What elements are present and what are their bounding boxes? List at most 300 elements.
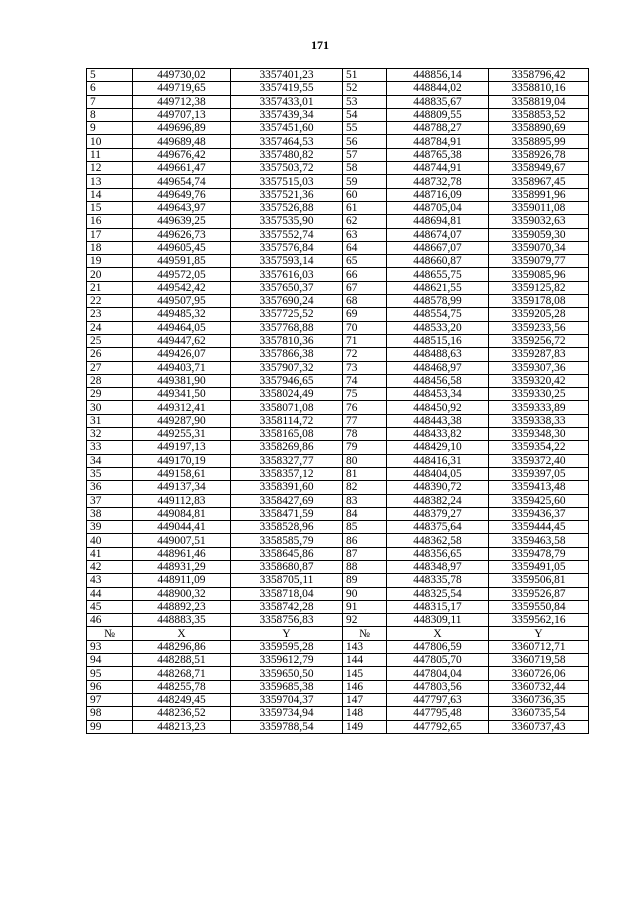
- point-number-cell: 65: [343, 255, 387, 268]
- y-coordinate-cell: 3359079,77: [489, 255, 589, 268]
- x-coordinate-cell: 449170,19: [133, 454, 231, 467]
- point-number-cell: 72: [343, 348, 387, 361]
- y-coordinate-cell: 3358114,72: [231, 414, 343, 427]
- table-row: [87, 507, 589, 520]
- y-coordinate-cell: 3357515,03: [231, 175, 343, 188]
- table-row: [87, 201, 589, 214]
- point-number-cell: 16: [87, 215, 133, 228]
- x-coordinate-cell: 448732,78: [387, 175, 489, 188]
- y-coordinate-cell: 3358756,83: [231, 614, 343, 627]
- x-coordinate-cell: 449661,47: [133, 162, 231, 175]
- x-coordinate-cell: 449044,41: [133, 521, 231, 534]
- y-coordinate-cell: 3359125,82: [489, 281, 589, 294]
- y-coordinate-cell: 3358680,87: [231, 560, 343, 573]
- y-coordinate-cell: 3358742,28: [231, 600, 343, 613]
- y-coordinate-cell: 3358645,86: [231, 547, 343, 560]
- x-coordinate-cell: 449626,73: [133, 228, 231, 241]
- x-coordinate-cell: 449485,32: [133, 308, 231, 321]
- point-number-cell: 56: [343, 135, 387, 148]
- x-coordinate-cell: 448844,02: [387, 82, 489, 95]
- table-row: [87, 414, 589, 427]
- x-coordinate-cell: 447804,04: [387, 667, 489, 680]
- y-coordinate-cell: 3359550,84: [489, 600, 589, 613]
- table-row: [87, 348, 589, 361]
- table-row: [87, 321, 589, 334]
- x-coordinate-cell: 448379,27: [387, 507, 489, 520]
- table-row: [87, 707, 589, 720]
- point-number-cell: 34: [87, 454, 133, 467]
- x-coordinate-cell: 449591,85: [133, 255, 231, 268]
- x-coordinate-cell: 449158,61: [133, 467, 231, 480]
- y-coordinate-cell: 3359734,94: [231, 707, 343, 720]
- table-row: [87, 122, 589, 135]
- x-coordinate-cell: 449605,45: [133, 241, 231, 254]
- table-row: [87, 547, 589, 560]
- x-coordinate-cell: 449542,42: [133, 281, 231, 294]
- x-coordinate-cell: 448621,55: [387, 281, 489, 294]
- x-coordinate-cell: 449084,81: [133, 507, 231, 520]
- y-coordinate-cell: 3359205,28: [489, 308, 589, 321]
- x-coordinate-cell: 448931,29: [133, 560, 231, 573]
- x-coordinate-cell: 449730,02: [133, 69, 231, 82]
- point-number-cell: 97: [87, 693, 133, 706]
- point-number-cell: 94: [87, 654, 133, 667]
- point-number-cell: 66: [343, 268, 387, 281]
- y-coordinate-cell: 3360737,43: [489, 720, 589, 733]
- x-coordinate-cell: 448255,78: [133, 680, 231, 693]
- table-row: [87, 481, 589, 494]
- point-number-cell: 86: [343, 534, 387, 547]
- x-coordinate-cell: 449112,83: [133, 494, 231, 507]
- point-number-cell: 26: [87, 348, 133, 361]
- y-coordinate-cell: 3357866,38: [231, 348, 343, 361]
- point-number-cell: 39: [87, 521, 133, 534]
- point-number-cell: 80: [343, 454, 387, 467]
- table-header-row: [87, 627, 589, 640]
- point-number-cell: 75: [343, 388, 387, 401]
- y-coordinate-cell: 3359413,48: [489, 481, 589, 494]
- point-number-cell: 7: [87, 95, 133, 108]
- y-coordinate-cell: 3357419,55: [231, 82, 343, 95]
- point-number-cell: 92: [343, 614, 387, 627]
- x-coordinate-cell: 448213,23: [133, 720, 231, 733]
- table-row: [87, 388, 589, 401]
- x-coordinate-cell: 449696,89: [133, 122, 231, 135]
- x-coordinate-cell: 448554,75: [387, 308, 489, 321]
- y-coordinate-cell: 3358471,59: [231, 507, 343, 520]
- table-row: [87, 228, 589, 241]
- y-coordinate-cell: 3360719,58: [489, 654, 589, 667]
- y-coordinate-cell: 3359348,30: [489, 428, 589, 441]
- x-coordinate-cell: 448765,38: [387, 148, 489, 161]
- x-coordinate-cell: 448375,64: [387, 521, 489, 534]
- point-number-cell: 32: [87, 428, 133, 441]
- point-number-cell: 36: [87, 481, 133, 494]
- point-number-cell: 149: [343, 720, 387, 733]
- y-coordinate-cell: 3359788,54: [231, 720, 343, 733]
- point-number-cell: 69: [343, 308, 387, 321]
- table-row: [87, 374, 589, 387]
- table-row: [87, 720, 589, 733]
- point-number-cell: 68: [343, 295, 387, 308]
- point-number-cell: 145: [343, 667, 387, 680]
- y-coordinate-cell: 3359354,22: [489, 441, 589, 454]
- x-coordinate-cell: 448296,86: [133, 640, 231, 653]
- x-coordinate-cell: 448309,11: [387, 614, 489, 627]
- y-coordinate-cell: 3358819,04: [489, 95, 589, 108]
- point-number-cell: 31: [87, 414, 133, 427]
- point-number-cell: 81: [343, 467, 387, 480]
- x-coordinate-cell: 448335,78: [387, 574, 489, 587]
- x-coordinate-cell: 447806,59: [387, 640, 489, 653]
- point-number-cell: 44: [87, 587, 133, 600]
- point-number-cell: 144: [343, 654, 387, 667]
- coordinates-table-body: [87, 69, 589, 734]
- point-number-cell: 95: [87, 667, 133, 680]
- y-coordinate-cell: 3359085,96: [489, 268, 589, 281]
- x-coordinate-cell: 449137,34: [133, 481, 231, 494]
- x-coordinate-cell: 449341,50: [133, 388, 231, 401]
- point-number-cell: 98: [87, 707, 133, 720]
- y-coordinate-cell: 3358796,42: [489, 69, 589, 82]
- x-coordinate-cell: 448655,75: [387, 268, 489, 281]
- x-coordinate-cell: 448429,10: [387, 441, 489, 454]
- point-number-cell: 70: [343, 321, 387, 334]
- y-coordinate-cell: 3359338,33: [489, 414, 589, 427]
- table-row: [87, 188, 589, 201]
- y-coordinate-cell: 3357521,36: [231, 188, 343, 201]
- table-row: [87, 560, 589, 573]
- x-coordinate-cell: 449676,42: [133, 148, 231, 161]
- x-coordinate-cell: 449381,90: [133, 374, 231, 387]
- y-coordinate-cell: 3358528,96: [231, 521, 343, 534]
- x-coordinate-cell: 449649,76: [133, 188, 231, 201]
- x-coordinate-cell: 447795,48: [387, 707, 489, 720]
- x-coordinate-cell: 448660,87: [387, 255, 489, 268]
- y-coordinate-cell: 3359595,28: [231, 640, 343, 653]
- y-coordinate-cell: 3357946,65: [231, 374, 343, 387]
- y-coordinate-cell: 3359444,45: [489, 521, 589, 534]
- point-number-cell: 51: [343, 69, 387, 82]
- point-number-cell: 38: [87, 507, 133, 520]
- x-coordinate-cell: 448809,55: [387, 108, 489, 121]
- point-number-cell: 148: [343, 707, 387, 720]
- point-number-cell: 13: [87, 175, 133, 188]
- x-coordinate-cell: 449707,13: [133, 108, 231, 121]
- y-coordinate-cell: 3359704,37: [231, 693, 343, 706]
- y-coordinate-cell: 3357552,74: [231, 228, 343, 241]
- x-coordinate-cell: 448433,82: [387, 428, 489, 441]
- y-coordinate-cell: 3358357,12: [231, 467, 343, 480]
- x-coordinate-cell: 448416,31: [387, 454, 489, 467]
- y-coordinate-cell: 3357526,88: [231, 201, 343, 214]
- point-number-cell: 89: [343, 574, 387, 587]
- point-number-cell: 21: [87, 281, 133, 294]
- point-number-cell: 88: [343, 560, 387, 573]
- y-coordinate-cell: 3359425,60: [489, 494, 589, 507]
- point-number-cell: 5: [87, 69, 133, 82]
- x-coordinate-cell: 449197,13: [133, 441, 231, 454]
- x-coordinate-cell: 448288,51: [133, 654, 231, 667]
- x-coordinate-cell: 448961,46: [133, 547, 231, 560]
- x-coordinate-cell: 448788,27: [387, 122, 489, 135]
- y-coordinate-cell: 3358810,16: [489, 82, 589, 95]
- point-number-cell: 29: [87, 388, 133, 401]
- x-coordinate-cell: 448236,52: [133, 707, 231, 720]
- y-coordinate-cell: 3357810,36: [231, 334, 343, 347]
- x-coordinate-cell: 448456,58: [387, 374, 489, 387]
- point-number-cell: 23: [87, 308, 133, 321]
- point-number-cell: 27: [87, 361, 133, 374]
- y-coordinate-cell: 3358024,49: [231, 388, 343, 401]
- x-coordinate-cell: 448744,91: [387, 162, 489, 175]
- table-row: [87, 268, 589, 281]
- point-number-cell: 71: [343, 334, 387, 347]
- y-coordinate-cell: 3358853,52: [489, 108, 589, 121]
- x-coordinate-cell: 449287,90: [133, 414, 231, 427]
- table-row: [87, 82, 589, 95]
- coordinates-table: [86, 68, 589, 734]
- x-coordinate-cell: 448315,17: [387, 600, 489, 613]
- point-number-cell: 93: [87, 640, 133, 653]
- x-coordinate-cell: 448382,24: [387, 494, 489, 507]
- table-row: [87, 361, 589, 374]
- point-number-cell: 147: [343, 693, 387, 706]
- point-number-cell: 19: [87, 255, 133, 268]
- point-number-cell: 30: [87, 401, 133, 414]
- y-coordinate-cell: 3360726,06: [489, 667, 589, 680]
- y-coordinate-cell: 3357616,03: [231, 268, 343, 281]
- x-coordinate-cell: 448694,81: [387, 215, 489, 228]
- table-row: [87, 521, 589, 534]
- y-coordinate-cell: 3358991,96: [489, 188, 589, 201]
- point-number-cell: 6: [87, 82, 133, 95]
- x-coordinate-cell: 448453,34: [387, 388, 489, 401]
- y-coordinate-cell: 3359070,34: [489, 241, 589, 254]
- y-coordinate-cell: 3359463,58: [489, 534, 589, 547]
- y-coordinate-cell: 3357907,32: [231, 361, 343, 374]
- point-number-cell: 37: [87, 494, 133, 507]
- point-number-cell: 20: [87, 268, 133, 281]
- point-number-cell: 96: [87, 680, 133, 693]
- x-coordinate-cell: 448900,32: [133, 587, 231, 600]
- x-coordinate-cell: 448674,07: [387, 228, 489, 241]
- x-coordinate-cell: 448356,65: [387, 547, 489, 560]
- table-row: [87, 135, 589, 148]
- table-row: [87, 215, 589, 228]
- x-coordinate-cell: 449719,65: [133, 82, 231, 95]
- x-coordinate-cell: 448667,07: [387, 241, 489, 254]
- point-number-cell: 41: [87, 547, 133, 560]
- x-coordinate-cell: 448404,05: [387, 467, 489, 480]
- y-coordinate-cell: 3359436,37: [489, 507, 589, 520]
- x-coordinate-cell: 449426,07: [133, 348, 231, 361]
- y-coordinate-cell: 3357650,37: [231, 281, 343, 294]
- x-coordinate-cell: 448716,09: [387, 188, 489, 201]
- x-coordinate-cell: 448515,16: [387, 334, 489, 347]
- y-coordinate-cell: 3359333,89: [489, 401, 589, 414]
- y-coordinate-cell: 3359491,05: [489, 560, 589, 573]
- point-number-cell: 24: [87, 321, 133, 334]
- y-coordinate-cell: 3359256,72: [489, 334, 589, 347]
- point-number-cell: 53: [343, 95, 387, 108]
- y-coordinate-cell: 3358705,11: [231, 574, 343, 587]
- x-coordinate-cell: 448390,72: [387, 481, 489, 494]
- point-number-cell: 62: [343, 215, 387, 228]
- table-row: [87, 454, 589, 467]
- y-coordinate-cell: 3360735,54: [489, 707, 589, 720]
- table-row: [87, 255, 589, 268]
- point-number-cell: 83: [343, 494, 387, 507]
- point-number-cell: 33: [87, 441, 133, 454]
- y-coordinate-cell: 3359397,05: [489, 467, 589, 480]
- x-coordinate-cell: 448468,97: [387, 361, 489, 374]
- point-number-cell: 15: [87, 201, 133, 214]
- point-number-cell: 84: [343, 507, 387, 520]
- x-coordinate-cell: 447805,70: [387, 654, 489, 667]
- x-coordinate-cell: 449447,62: [133, 334, 231, 347]
- table-row: [87, 95, 589, 108]
- header-cell: №: [87, 627, 133, 640]
- y-coordinate-cell: 3358071,08: [231, 401, 343, 414]
- y-coordinate-cell: 3357433,01: [231, 95, 343, 108]
- x-coordinate-cell: 449712,38: [133, 95, 231, 108]
- point-number-cell: 46: [87, 614, 133, 627]
- y-coordinate-cell: 3359178,08: [489, 295, 589, 308]
- table-row: [87, 654, 589, 667]
- table-row: [87, 494, 589, 507]
- table-row: [87, 441, 589, 454]
- point-number-cell: 146: [343, 680, 387, 693]
- x-coordinate-cell: 448578,99: [387, 295, 489, 308]
- x-coordinate-cell: 448443,38: [387, 414, 489, 427]
- y-coordinate-cell: 3358585,79: [231, 534, 343, 547]
- table-row: [87, 69, 589, 82]
- y-coordinate-cell: 3357576,84: [231, 241, 343, 254]
- point-number-cell: 59: [343, 175, 387, 188]
- point-number-cell: 52: [343, 82, 387, 95]
- table-row: [87, 667, 589, 680]
- table-row: [87, 467, 589, 480]
- x-coordinate-cell: 449572,05: [133, 268, 231, 281]
- header-cell: X: [387, 627, 489, 640]
- y-coordinate-cell: 3359650,50: [231, 667, 343, 680]
- x-coordinate-cell: 448835,67: [387, 95, 489, 108]
- point-number-cell: 57: [343, 148, 387, 161]
- y-coordinate-cell: 3358327,77: [231, 454, 343, 467]
- table-row: [87, 680, 589, 693]
- point-number-cell: 85: [343, 521, 387, 534]
- y-coordinate-cell: 3357480,82: [231, 148, 343, 161]
- y-coordinate-cell: 3359612,79: [231, 654, 343, 667]
- point-number-cell: 17: [87, 228, 133, 241]
- table-row: [87, 534, 589, 547]
- point-number-cell: 55: [343, 122, 387, 135]
- point-number-cell: 74: [343, 374, 387, 387]
- y-coordinate-cell: 3359233,56: [489, 321, 589, 334]
- x-coordinate-cell: 448348,97: [387, 560, 489, 573]
- table-row: [87, 574, 589, 587]
- point-number-cell: 10: [87, 135, 133, 148]
- point-number-cell: 87: [343, 547, 387, 560]
- y-coordinate-cell: 3357690,24: [231, 295, 343, 308]
- x-coordinate-cell: 448325,54: [387, 587, 489, 600]
- y-coordinate-cell: 3357464,53: [231, 135, 343, 148]
- table-row: [87, 401, 589, 414]
- y-coordinate-cell: 3358427,69: [231, 494, 343, 507]
- table-row: [87, 108, 589, 121]
- x-coordinate-cell: 449255,31: [133, 428, 231, 441]
- y-coordinate-cell: 3358949,67: [489, 162, 589, 175]
- y-coordinate-cell: 3359307,36: [489, 361, 589, 374]
- y-coordinate-cell: 3357503,72: [231, 162, 343, 175]
- y-coordinate-cell: 3357768,88: [231, 321, 343, 334]
- y-coordinate-cell: 3359032,63: [489, 215, 589, 228]
- x-coordinate-cell: 448533,20: [387, 321, 489, 334]
- table-row: [87, 281, 589, 294]
- point-number-cell: 82: [343, 481, 387, 494]
- y-coordinate-cell: 3359059,30: [489, 228, 589, 241]
- table-row: [87, 334, 589, 347]
- header-cell: №: [343, 627, 387, 640]
- y-coordinate-cell: 3359287,83: [489, 348, 589, 361]
- point-number-cell: 14: [87, 188, 133, 201]
- point-number-cell: 58: [343, 162, 387, 175]
- table-row: [87, 640, 589, 653]
- x-coordinate-cell: 448268,71: [133, 667, 231, 680]
- y-coordinate-cell: 3357725,52: [231, 308, 343, 321]
- y-coordinate-cell: 3360736,35: [489, 693, 589, 706]
- point-number-cell: 54: [343, 108, 387, 121]
- point-number-cell: 12: [87, 162, 133, 175]
- x-coordinate-cell: 447803,56: [387, 680, 489, 693]
- x-coordinate-cell: 448362,58: [387, 534, 489, 547]
- y-coordinate-cell: 3358926,78: [489, 148, 589, 161]
- y-coordinate-cell: 3359562,16: [489, 614, 589, 627]
- x-coordinate-cell: 449639,25: [133, 215, 231, 228]
- x-coordinate-cell: 448911,09: [133, 574, 231, 587]
- point-number-cell: 90: [343, 587, 387, 600]
- y-coordinate-cell: 3360712,71: [489, 640, 589, 653]
- y-coordinate-cell: 3358165,08: [231, 428, 343, 441]
- y-coordinate-cell: 3358391,60: [231, 481, 343, 494]
- table-row: [87, 614, 589, 627]
- y-coordinate-cell: 3357401,23: [231, 69, 343, 82]
- point-number-cell: 45: [87, 600, 133, 613]
- y-coordinate-cell: 3358718,04: [231, 587, 343, 600]
- table-row: [87, 693, 589, 706]
- y-coordinate-cell: 3359526,87: [489, 587, 589, 600]
- point-number-cell: 99: [87, 720, 133, 733]
- y-coordinate-cell: 3357451,60: [231, 122, 343, 135]
- point-number-cell: 42: [87, 560, 133, 573]
- point-number-cell: 43: [87, 574, 133, 587]
- x-coordinate-cell: 449654,74: [133, 175, 231, 188]
- x-coordinate-cell: 447797,63: [387, 693, 489, 706]
- point-number-cell: 76: [343, 401, 387, 414]
- y-coordinate-cell: 3360732,44: [489, 680, 589, 693]
- x-coordinate-cell: 448249,45: [133, 693, 231, 706]
- y-coordinate-cell: 3359330,25: [489, 388, 589, 401]
- point-number-cell: 61: [343, 201, 387, 214]
- point-number-cell: 77: [343, 414, 387, 427]
- point-number-cell: 11: [87, 148, 133, 161]
- y-coordinate-cell: 3359506,81: [489, 574, 589, 587]
- point-number-cell: 91: [343, 600, 387, 613]
- x-coordinate-cell: 449507,95: [133, 295, 231, 308]
- table-row: [87, 428, 589, 441]
- header-cell: Y: [231, 627, 343, 640]
